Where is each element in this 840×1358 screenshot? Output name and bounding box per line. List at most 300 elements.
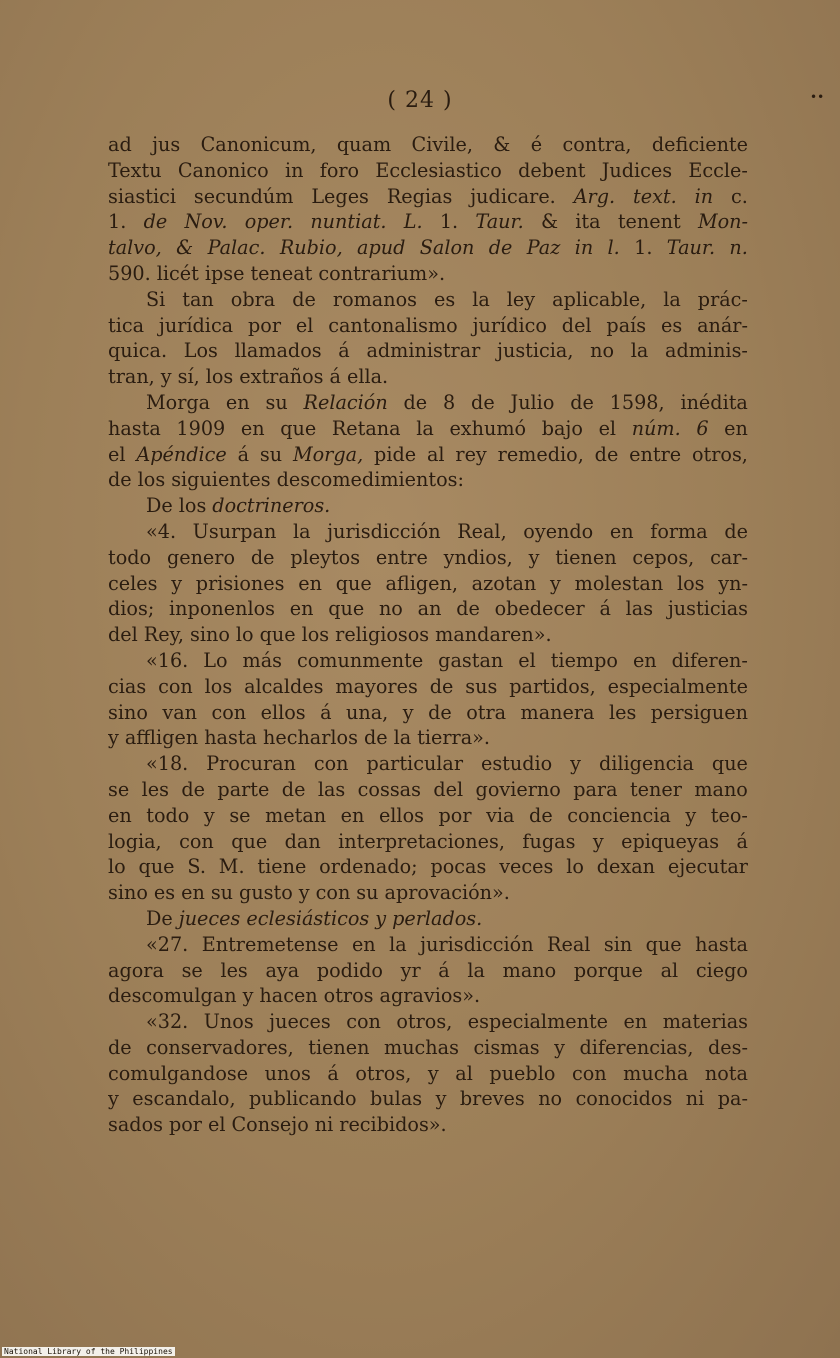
word: Real, xyxy=(457,519,507,543)
word: y xyxy=(171,571,183,595)
word: con xyxy=(158,674,193,698)
word: les xyxy=(141,777,169,801)
word: los xyxy=(178,494,207,518)
word: más xyxy=(242,648,283,672)
word: ni xyxy=(314,1113,334,1137)
word: comunmente xyxy=(297,648,424,672)
word: en xyxy=(108,803,132,827)
word: exhumó xyxy=(449,416,527,440)
word: S. xyxy=(187,855,206,879)
word: romanos xyxy=(332,287,418,311)
word: por xyxy=(248,313,282,337)
word: Salon xyxy=(419,236,475,260)
word: con xyxy=(313,752,349,776)
word: Morga, xyxy=(292,442,364,466)
text-line xyxy=(108,493,748,519)
word: Canonico xyxy=(177,158,269,182)
text-line xyxy=(108,571,748,597)
word: el xyxy=(518,648,536,672)
text-line xyxy=(108,958,748,984)
word: cias xyxy=(108,674,147,698)
text-line xyxy=(108,1112,748,1138)
word: bajo xyxy=(541,416,583,440)
word: breves xyxy=(459,1087,525,1111)
word: de xyxy=(292,287,316,311)
word: el xyxy=(207,1113,226,1137)
word: en xyxy=(240,416,265,440)
word: y xyxy=(528,545,540,569)
word: se xyxy=(229,803,251,827)
word: adminis- xyxy=(665,339,748,363)
word: Entremetense xyxy=(201,932,339,956)
word: del xyxy=(561,313,592,337)
text-line xyxy=(108,1009,748,1035)
word: sino xyxy=(108,881,148,905)
word: para xyxy=(573,777,618,801)
word: á xyxy=(327,1061,339,1085)
word: Nov. xyxy=(184,210,228,234)
word: por xyxy=(168,1113,202,1137)
text-line xyxy=(108,390,748,416)
word: in xyxy=(574,236,594,260)
word: el xyxy=(108,442,126,466)
text-line xyxy=(108,287,748,313)
word: al xyxy=(455,1061,473,1085)
word: pa- xyxy=(717,1087,748,1111)
word: De xyxy=(146,494,173,518)
word: pueblo xyxy=(489,1061,556,1085)
text-line xyxy=(108,648,748,674)
text-line xyxy=(108,338,748,364)
word: el xyxy=(295,313,314,337)
text-line xyxy=(108,184,748,210)
word: los xyxy=(137,468,166,492)
word: las xyxy=(317,777,346,801)
word: las xyxy=(625,597,654,621)
word: cepos, xyxy=(632,545,695,569)
word: 1. xyxy=(108,210,127,234)
word: n. xyxy=(729,236,748,260)
word: Apéndice xyxy=(136,442,227,466)
word: y xyxy=(242,984,254,1008)
word: judicare. xyxy=(470,184,556,208)
word: de xyxy=(250,545,275,569)
word: veces xyxy=(499,855,554,879)
word: los xyxy=(301,623,330,647)
word: obedecer xyxy=(494,597,585,621)
word: otros, xyxy=(396,1010,453,1034)
word: los xyxy=(205,365,234,389)
text-line xyxy=(108,1061,748,1087)
word: por xyxy=(438,803,472,827)
word: yn- xyxy=(718,571,748,595)
word: persiguen xyxy=(650,700,748,724)
text-line xyxy=(108,364,748,390)
word: de xyxy=(529,803,553,827)
word: sus xyxy=(465,674,498,698)
word: pocas xyxy=(430,855,487,879)
word: van xyxy=(162,700,198,724)
word: de xyxy=(456,597,480,621)
word: car- xyxy=(710,545,748,569)
word: mano xyxy=(502,958,557,982)
word: la xyxy=(467,958,485,982)
word: de xyxy=(724,519,748,543)
word: conservadores, xyxy=(146,1035,294,1059)
word: ellos xyxy=(260,700,306,724)
word: justicias xyxy=(667,597,748,621)
word: tica xyxy=(108,313,145,337)
word: ley xyxy=(506,287,536,311)
word: publicando xyxy=(249,1087,357,1111)
word: lo xyxy=(235,623,254,647)
word: podido xyxy=(316,958,383,982)
word: y xyxy=(108,1087,119,1111)
word: entre xyxy=(629,442,682,466)
word: dan xyxy=(284,829,321,853)
word: 1. xyxy=(439,210,459,234)
word: diferen- xyxy=(671,648,748,672)
word: justicia, xyxy=(497,339,574,363)
word: «32. xyxy=(146,1010,189,1034)
word: inponenlos xyxy=(169,597,275,621)
word: afligen, xyxy=(385,571,458,595)
word: y xyxy=(375,906,387,930)
word: Taur. xyxy=(666,236,716,260)
word: jurisdicción xyxy=(327,519,441,543)
word: y xyxy=(550,571,561,595)
word: Palac. xyxy=(207,236,266,260)
text-line xyxy=(108,700,748,726)
text-line xyxy=(108,906,748,932)
word: De xyxy=(146,906,173,930)
word: religiosos xyxy=(335,623,430,647)
word: Leges xyxy=(311,184,369,208)
word: y xyxy=(108,726,119,750)
text-line xyxy=(108,674,748,700)
word: especialmente xyxy=(607,674,748,698)
word: y xyxy=(203,803,215,827)
word: otros, xyxy=(691,442,748,466)
word: Real xyxy=(547,932,591,956)
text-line xyxy=(108,545,748,571)
word: jurisdicción xyxy=(420,932,534,956)
word: Rubio, xyxy=(279,236,343,260)
word: tiempo xyxy=(550,648,618,672)
text-line xyxy=(108,803,748,829)
word: y xyxy=(160,365,172,389)
word: nota xyxy=(704,1061,748,1085)
word: & xyxy=(493,133,511,156)
text-line xyxy=(108,1086,748,1112)
word: á xyxy=(438,958,450,982)
word: licét xyxy=(156,261,199,285)
word: Los xyxy=(183,339,218,363)
word: entre xyxy=(375,545,428,569)
word: descomedimientos: xyxy=(276,468,464,492)
text-line xyxy=(108,442,748,468)
word: no xyxy=(590,339,615,363)
word: conocidos xyxy=(575,1087,673,1111)
word: jueces xyxy=(178,906,241,930)
word: secundúm xyxy=(193,184,294,208)
word: á xyxy=(338,339,350,363)
word: 1909 xyxy=(176,416,226,440)
word: sados xyxy=(108,1113,163,1137)
word: tiene xyxy=(257,855,307,879)
word: en xyxy=(181,881,205,905)
word: país xyxy=(606,313,647,337)
word: parte xyxy=(217,777,270,801)
word: L. xyxy=(403,210,423,234)
word: con xyxy=(571,1061,607,1085)
word: escandalo, xyxy=(132,1087,236,1111)
word: Rey, xyxy=(143,623,184,647)
word: los xyxy=(204,674,233,698)
text-line xyxy=(108,209,748,235)
word: epiqueyas xyxy=(621,829,720,853)
text-line xyxy=(108,622,748,648)
word: diferencias, xyxy=(579,1035,694,1059)
word: que xyxy=(335,571,372,595)
word: inédita xyxy=(680,390,748,414)
word: Morga xyxy=(146,390,211,414)
word: ejecutar xyxy=(667,855,748,879)
word: tran, xyxy=(108,365,155,389)
word: debent xyxy=(518,158,586,182)
word: que xyxy=(259,623,296,647)
word: otros, xyxy=(355,1061,412,1085)
word: llamados xyxy=(234,339,322,363)
word: teo- xyxy=(710,803,748,827)
word: de xyxy=(108,1035,132,1059)
word: Taur. xyxy=(475,210,524,234)
word: á xyxy=(736,829,748,853)
word: anár- xyxy=(697,313,748,337)
text-line xyxy=(108,932,748,958)
word: particular xyxy=(366,752,464,776)
word: text. xyxy=(633,184,677,208)
word: hasta xyxy=(204,726,257,750)
word: tener xyxy=(629,777,682,801)
word: Si xyxy=(146,287,166,311)
word: les xyxy=(220,958,248,982)
word: metan xyxy=(265,803,327,827)
word: nuntiat. xyxy=(310,210,387,234)
word: via xyxy=(486,803,515,827)
word: gastan xyxy=(438,648,504,672)
word: Usurpan xyxy=(192,519,277,543)
word: 590. xyxy=(108,261,151,285)
word: quam xyxy=(336,133,392,156)
word: oyendo xyxy=(523,519,594,543)
word: Consejo xyxy=(231,1113,309,1137)
word: «27. xyxy=(146,932,189,956)
word: con xyxy=(346,1010,381,1034)
text-line xyxy=(108,751,748,777)
word: lo xyxy=(108,855,126,879)
word: hacen xyxy=(259,984,318,1008)
text-line xyxy=(108,1035,748,1061)
word: se xyxy=(108,777,130,801)
word: á xyxy=(599,597,611,621)
word: materias xyxy=(662,1010,748,1034)
word: de xyxy=(181,777,205,801)
word: conciencia xyxy=(567,803,671,827)
word: la xyxy=(416,416,434,440)
word: y xyxy=(427,1061,439,1085)
word: Julio xyxy=(510,390,555,414)
word: «16. xyxy=(146,648,189,672)
word: á xyxy=(237,442,250,466)
word: mayores xyxy=(335,674,418,698)
word: quica. xyxy=(108,339,168,363)
text-line xyxy=(108,261,748,287)
word: que xyxy=(138,855,175,879)
word: la xyxy=(663,287,681,311)
word: ipse xyxy=(204,261,245,285)
word: perlados. xyxy=(392,906,483,930)
word: sin xyxy=(603,932,633,956)
word: alcaldes xyxy=(244,674,324,698)
word: M. xyxy=(218,855,245,879)
text-line xyxy=(108,880,748,906)
word: affligen xyxy=(124,726,199,750)
word: se xyxy=(181,958,203,982)
word: otros xyxy=(323,984,374,1008)
word: su xyxy=(356,881,379,905)
word: fugas xyxy=(522,829,576,853)
word: diligencia xyxy=(598,752,694,776)
word: Unos xyxy=(203,1010,254,1034)
word: de xyxy=(363,726,388,750)
word: en xyxy=(225,390,250,414)
word: de xyxy=(570,390,594,414)
word: de xyxy=(403,390,428,414)
word: del xyxy=(433,777,464,801)
word: interpretaciones, xyxy=(338,829,505,853)
word: mucha xyxy=(623,1061,689,1085)
word: Mon- xyxy=(697,210,748,234)
word: que xyxy=(231,829,268,853)
text-line xyxy=(108,235,748,261)
word: muchas xyxy=(384,1035,459,1059)
word: & xyxy=(540,210,559,234)
word: ad xyxy=(108,133,132,156)
word: unos xyxy=(264,1061,311,1085)
word: pleytos xyxy=(290,545,361,569)
text-line xyxy=(108,854,748,880)
word: yr xyxy=(400,958,421,982)
library-footer: National Library of the Philippines xyxy=(4,1347,173,1356)
word: núm. xyxy=(631,416,681,440)
word: y xyxy=(554,1035,565,1059)
word: en xyxy=(623,1010,648,1034)
word: «4. xyxy=(146,519,177,543)
text-line xyxy=(108,158,748,184)
word: contrarium». xyxy=(318,261,446,285)
word: administrar xyxy=(366,339,481,363)
word: hasta xyxy=(695,932,748,956)
word: cismas xyxy=(473,1035,540,1059)
word: ciego xyxy=(695,958,748,982)
word: y xyxy=(570,752,582,776)
word: no xyxy=(538,1087,563,1111)
word: yndios, xyxy=(443,545,513,569)
word: doctrineros. xyxy=(212,494,331,518)
word: de xyxy=(143,210,168,234)
word: mano xyxy=(694,777,748,801)
word: teneat xyxy=(250,261,313,285)
word: y xyxy=(435,1087,447,1111)
word: en xyxy=(351,932,376,956)
word: obra xyxy=(230,287,276,311)
word: lo xyxy=(566,855,584,879)
word: Regias xyxy=(386,184,453,208)
text-line xyxy=(108,983,748,1009)
word: de xyxy=(594,442,619,466)
word: tienen xyxy=(308,1035,370,1059)
word: del xyxy=(108,623,138,647)
text-line xyxy=(108,313,748,339)
word: es xyxy=(153,881,176,905)
word: de xyxy=(108,468,132,492)
word: in xyxy=(284,158,304,182)
word: tenent xyxy=(617,210,681,234)
word: ella. xyxy=(346,365,389,389)
word: especialmente xyxy=(467,1010,609,1034)
word: 1598, xyxy=(609,390,665,414)
word: sino xyxy=(189,623,230,647)
word: & xyxy=(176,236,194,260)
text-line xyxy=(108,467,748,493)
word: la xyxy=(393,726,412,750)
word: con xyxy=(179,829,214,853)
word: hasta xyxy=(108,416,161,440)
word: jurídico xyxy=(472,313,547,337)
word: forma xyxy=(650,519,708,543)
word: en xyxy=(609,519,634,543)
text-line xyxy=(108,829,748,855)
word: Judices xyxy=(601,158,673,182)
word: eclesiásticos xyxy=(246,906,370,930)
word: celes xyxy=(108,571,158,595)
word: con xyxy=(211,700,247,724)
word: Civile, xyxy=(411,133,473,156)
word: remedio, xyxy=(497,442,584,466)
word: comulgandose xyxy=(108,1061,249,1085)
word: 6 xyxy=(696,416,709,440)
word: su xyxy=(210,881,234,905)
text-line xyxy=(108,596,748,622)
text-line xyxy=(108,132,748,158)
body-text xyxy=(108,132,748,1138)
word: Ecclesiastico xyxy=(375,158,502,182)
word: jus xyxy=(152,133,181,156)
word: 8 xyxy=(442,390,456,414)
word: la xyxy=(630,339,649,363)
word: la xyxy=(389,932,407,956)
word: á xyxy=(329,365,341,389)
word: que xyxy=(711,752,748,776)
word: extraños xyxy=(239,365,324,389)
word: an xyxy=(417,597,442,621)
word: jueces xyxy=(269,1010,331,1034)
word: que xyxy=(328,597,365,621)
word: de xyxy=(429,674,454,698)
word: en xyxy=(724,416,748,440)
word: pide xyxy=(374,442,417,466)
